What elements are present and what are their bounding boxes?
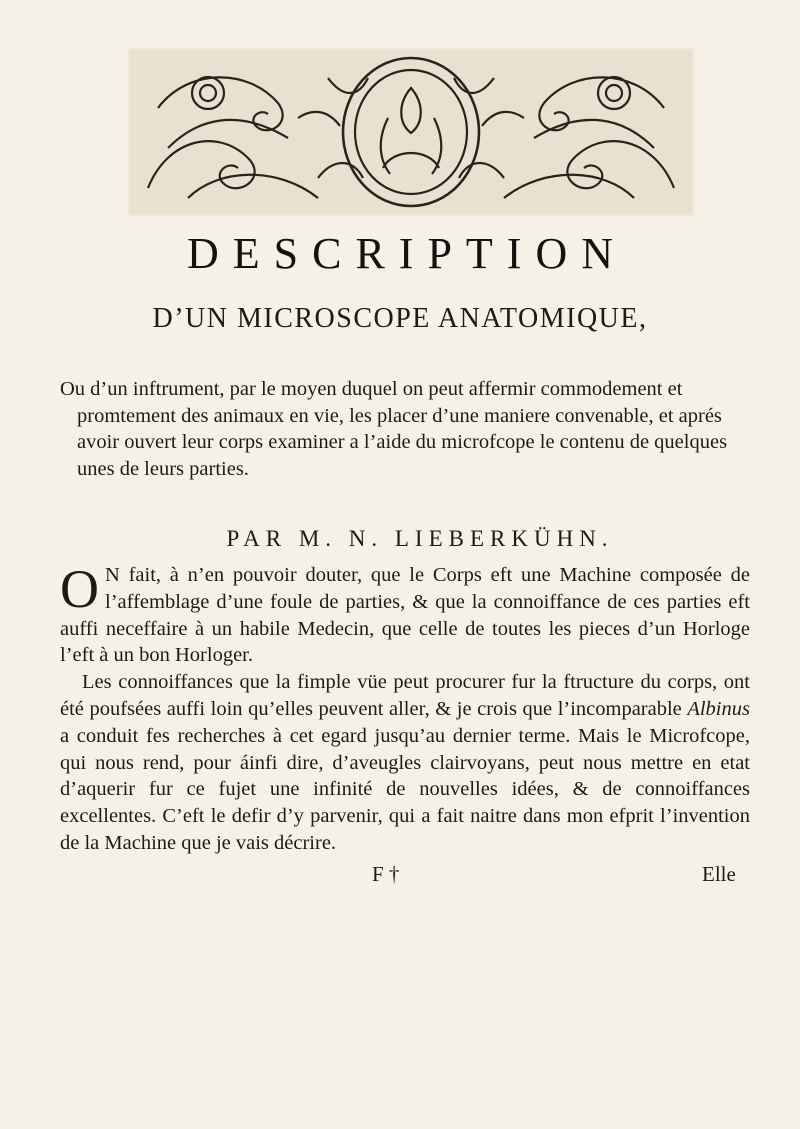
- albinus-name: Albinus: [687, 697, 750, 720]
- page-footer: [0, 862, 800, 892]
- paragraph-1: [60, 559, 750, 669]
- catchword: Elle: [702, 862, 736, 886]
- decorative-headpiece: [128, 48, 694, 216]
- lead-paragraph: Ou d’un inftrument, par le moyen duquel on peut affermir commodement et promtement des animaux en vie, les placer d’une maniere convenable, et aprés avoir ouvert leur corps examiner a l’aide du microfcope le contenu de quelques unes de leurs parties.: [60, 378, 728, 481]
- page-title: DESCRIPTION: [186, 229, 628, 278]
- author-line: PAR M. N. LIEBERKÜHN.: [226, 526, 614, 551]
- signature-mark: F †: [372, 862, 400, 886]
- paragraph-2: [60, 669, 750, 857]
- paragraph-2-text-a: Les connoiffances que la fimple vüe peut procurer fur la ftructure du corps, ont été poufsées auffi loin qu’elles peuvent aller, & je crois que l’incomparable: [60, 671, 750, 720]
- paragraph-1-text: N fait, à n’en pouvoir douter, que le Corps eft une Machine composée de l’affemblage d’une foule de parties, & que la connoiffance de ces parties eft auffi neceffaire à un habile Medecin, que celle de toutes les pieces d’un Horloge l’eft à un bon Horloger.: [60, 564, 750, 667]
- headpiece-engraving-icon: [130, 50, 692, 214]
- page-subtitle: D’UN MICROSCOPE ANATOMIQUE,: [152, 303, 648, 334]
- drop-cap: O: [60, 559, 99, 619]
- body-text: [60, 559, 750, 857]
- paragraph-2-text-b: a conduit fes recherches à cet egard jusqu’au dernier terme. Mais le Microfcope, qui nous rend, pour áinfi dire, d’aveugles clairvoyans, peut nous mettre en etat d’aquerir fur ce fujet une infinité de nouvelles idées, & de connoiffances excellentes. C’eft le defir d’y parvenir, qui a fait naitre dans mon efprit l’invention de la Machine que je vais décrire.: [60, 724, 750, 854]
